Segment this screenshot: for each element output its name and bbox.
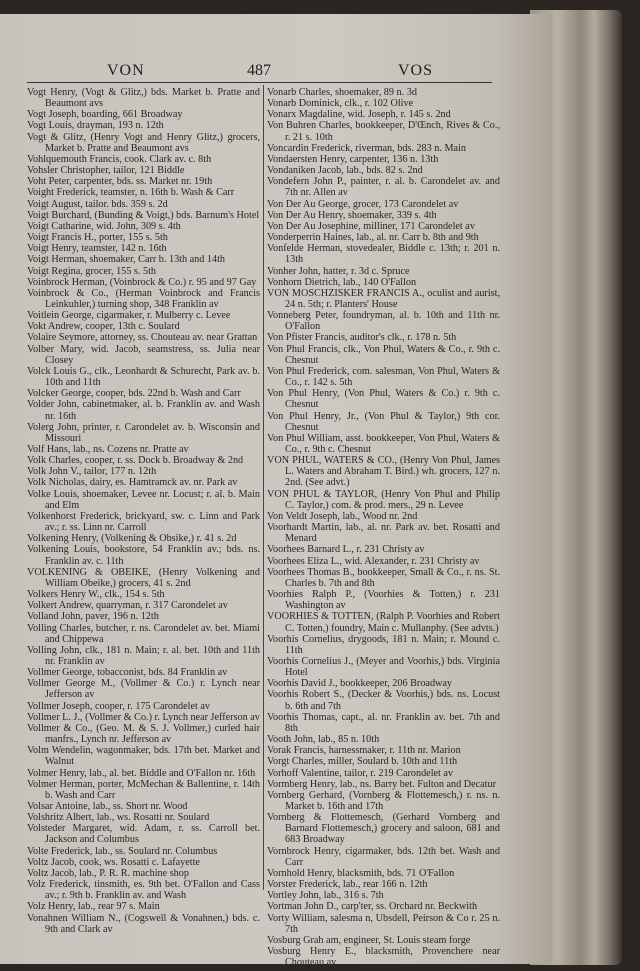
directory-entry: Voorhis David J., bookkeeper, 206 Broadway [267,678,453,690]
directory-entry: Vonarb Dominick, clk., r. 102 Olive [267,98,414,110]
page-header [0,62,552,82]
directory-entry: Von Phul Henry, Jr., (Von Phul & Taylor,) 9th cor. Chesnut [267,410,500,433]
directory-entry: Vorak Francis, harnessmaker, r. 11th nr. Marion [267,745,461,757]
directory-entry: Vonahnen William N., (Cogswell & Vonahnen,) bds. c. 9th and Clark av [27,912,260,935]
directory-entry: Von Veldt Joseph, lab., Wood nr. 2nd [267,510,418,522]
directory-entry: Volk John V., tailor, 177 n. 12th [27,466,157,478]
directory-entry: Vogt Louis, drayman, 193 n. 12th [27,120,164,132]
directory-entry: Vornberg Gerhard, (Vornberg & Flottemesch,) r. ns. n. Market b. 16th and 17th [267,789,500,812]
directory-entry: Vollmer George M., (Vollmer & Co.) r. Lynch near Jefferson av [27,678,260,701]
directory-entry: Vollmer George, tobacconist, bds. 84 Franklin av [27,667,228,679]
directory-entry: Vonhorn Dietrich, lab., 140 O'Fallon [267,276,417,288]
directory-entry: Vonarb Charles, shoemaker, 89 n. 3d [267,87,417,98]
directory-entry: Volsar Antoine, lab., ss. Short nr. Wood [27,801,188,812]
directory-entry: Volerg John, printer, r. Carondelet av. b. Wisconsin and Missouri [27,421,260,444]
directory-entry: Volz Henry, lab., rear 97 s. Main [27,901,160,913]
directory-entry: Vokt Andrew, cooper, 13th c. Soulard [27,321,180,333]
right-column [267,87,500,968]
directory-entry: Vollmer & Co., (Geo. M. & S. J. Vollmer,) curled hair manfrs., Lynch nr. Jefferson av [27,722,260,746]
directory-entry: Volber Mary, wid. Jacob, seamstress, ss. Julia near Closey [27,343,260,366]
directory-entry: Vornhold Henry, blacksmith, bds. 71 O'Fallon [267,867,455,879]
directory-entry: Volkenhorst Frederick, brickyard, sw. c. Linn and Park av.; r. ss. Linn nr. Carroll [27,510,260,534]
directory-entry: Voorhees Thomas B., bookkeeper, Small & Co., r. ns. St. Charles b. 7th and 8th [267,566,500,589]
directory-entry: Volland John, paver, 196 n. 12th [27,611,159,623]
directory-entry: VON PHUL & TAYLOR, (Henry Von Phul and Philip C. Taylor,) com. & prod. mers., 29 n. Levee [267,488,500,511]
directory-entry: Vorster Frederick, lab., rear 166 n. 12th [267,879,428,891]
directory-entry: Voltz Jacob, cook, ws. Rosatti c. Lafayette [27,856,200,868]
directory-entry: Volshritz Albert, lab., ws. Rosatti nr. Soulard [27,812,210,824]
directory-entry: Voorhis Thomas, capt., al. nr. Franklin av. bet. 7th and 8th [267,711,500,734]
directory-entry: Volkers Henry W., clk., 154 s. 5th [27,589,165,601]
directory-entry: Voitlein George, cigarmaker, r. Mulberry c. Levee [27,310,231,322]
directory-entry: Von Phul Francis, clk., Von Phul, Waters & Co., r. 9th c. Chesnut [267,343,500,366]
directory-entry: Volcker George, cooper, bds. 22nd b. Wash and Carr [27,388,241,400]
directory-entry: Volf Hans, lab., ns. Cozens nr. Pratte av [27,444,189,455]
directory-entry: Voorhies Ralph P., (Voorhies & Totten,) r. 231 Washington av [267,589,500,612]
directory-entry: Von Phul Henry, (Von Phul, Waters & Co.) r. 9th c. Chesnut [267,388,500,411]
directory-entry: Vollmer L. J., (Vollmer & Co.) r. Lynch near Jefferson av [27,711,260,723]
directory-entry: Vosburg Grah am, engineer, St. Louis steam forge [267,934,471,946]
directory-entry: Vonfelde Herman, stovedealer, Biddle c. 13th; r. 201 n. 13th [267,243,500,266]
directory-entry: Volder John, cabinetmaker, al. b. Franklin av. and Wash nr. 16th [27,399,260,422]
directory-entry: Vormberg Henry, lab., ns. Barry bet. Fulton and Decatur [267,778,496,790]
directory-entry: Volling Charles, butcher, r. ns. Carondelet av. bet. Miami and Chippewa [27,622,260,645]
directory-entry: Vohlquemouth Francis, cook. Clark av. c. 8th [27,153,212,165]
directory-entry: Voorhardt Martin, lab., al. nr. Park av. bet. Rosatti and Menard [267,522,500,545]
directory-entry: Voorhis Robert S., (Decker & Voorhis,) bds. ns. Locust b. 6th and 7th [267,689,500,712]
directory-entry: Voinbrock Herman, (Voinbrock & Co.) r. 95 and 97 Gay [27,276,257,288]
directory-entry: Volm Wendelin, wagonmaker, bds. 17th bet. Market and Walnut [27,745,260,768]
directory-entry: Vornberg & Flottemesch, (Gerhard Vornberg and Barnard Flottemesch,) grocery and saloon, 681 and 683 Broadway [267,812,500,846]
directory-entry: Vohsler Christopher, tailor, 121 Biddle [27,165,185,177]
directory-entry: Vondaniken Jacob, lab., bds. 82 s. 2nd [267,165,423,177]
directory-entry: Volkening Henry, (Volkening & Obsike,) r. 41 s. 2d [27,533,237,545]
directory-entry: Voht Peter, carpenter, bds. ss. Market nr. 19th [27,176,213,188]
directory-entry: Voinbrock & Co., (Herman Voinbrock and Francis Leinkuhler,) turning shop, 348 Franklin av [27,287,260,310]
directory-entry: Volte Frederick, lab., ss. Soulard nr. Columbus [27,845,218,857]
directory-entry: Vogt & Glitz, (Henry Vogt and Henry Glitz,) grocers, Market b. Pratte and Beaumont avs [27,131,260,154]
directory-entry: Von Pfister Francis, auditor's clk., r. 178 n. 5th [267,332,457,344]
directory-entry: Vonneberg Peter, foundryman, al. b. 10th and 11th nr. O'Fallon [267,310,500,333]
directory-entry: Vondaersten Henry, carpenter, 136 n. 13th [267,153,439,165]
directory-entry: Volsteder Margaret, wid. Adam, r. ss. Carroll bet. Jackson and Columbus [27,823,260,846]
column-divider [263,85,264,890]
directory-entry: Vosburg Henry E., blacksmith, Provenchere near Chouteau av [267,946,500,969]
header-rule [27,82,492,83]
directory-entry: Vonderperrin Haines, lab., al. nr. Carr b. 8th and 9th [267,232,479,244]
directory-entry: Vorgt Charles, miller, Soulard b. 10th and 11th [267,756,458,768]
directory-entry: Volk Charles, cooper, r. ss. Dock b. Broadway & 2nd [27,455,244,467]
directory-entry: Vornbrock Henry, cigarmaker, bds. 12th bet. Wash and Carr [267,845,500,868]
directory-entry: VON MOSCHZISKER FRANCIS A., oculist and aurist, 24 n. 5th; r. Planters' House [267,287,500,310]
directory-entry: Vortman John D., carp'ter, ss. Orchard nr. Beckwith [267,901,478,913]
directory-entry: Vogt Henry, (Vogt & Glitz,) bds. Market b. Pratte and Beaumont avs [27,87,260,110]
directory-entry: VOORHIES & TOTTEN, (Ralph P. Voorhies and Robert C. Totten,) foundry, Main c. Mullanphy. (See advts.) [267,611,500,634]
directory-entry: Vonarx Magdaline, wid. Joseph, r. 145 s. 2nd [267,109,451,121]
directory-entry: Volling John, clk., 181 n. Main; r. al. bet. 10th and 11th nr. Franklin av [27,644,260,667]
directory-entry: VON PHUL, WATERS & CO., (Henry Von Phul, James L. Waters and Abraham T. Bird.) wh. grocers, 127 n. 2nd. (See advt.) [267,455,500,489]
directory-entry: Vollmer Joseph, cooper, r. 175 Carondelet av [27,700,211,712]
directory-entry: Vorhoff Valentine, tailor, r. 219 Carondelet av [267,767,454,779]
directory-entry: Vonher John, hatter, r. 3d c. Spruce [267,265,410,277]
directory-entry: Voigt August, tailor. bds. 359 s. 2d [27,198,168,210]
left-guide-word: VON [107,62,145,79]
directory-page [0,14,552,969]
directory-entry: Von Der Au George, grocer, 173 Carondelet av [267,198,459,210]
directory-entry: Voigt Regina, grocer, 155 s. 5th [27,265,156,277]
directory-entry: Volkert Andrew, quarryman, r. 317 Carondelet av [27,600,228,612]
directory-entry: Von Der Au Josephine, milliner, 171 Carondelet av [267,220,475,232]
directory-entry: Vortley John, lab., 316 s. 7th [267,890,384,902]
directory-entry: Volaire Seymore, attorney, ss. Chouteau av. near Grattan [27,332,258,344]
directory-entry: Vondefern John P., painter, r. al. b. Carondelet av. and 7th nr. Allen av [267,176,500,199]
directory-entry: Volz Frederick, tinsmith, es. 9th bet. O'Fallon and Cass av.; r. 9th b. Franklin av. and Wash [27,879,260,902]
left-column [27,87,260,935]
directory-entry: Von Phul William, asst. bookkeeper, Von Phul, Waters & Co., r. 9th c. Chesnut [267,432,500,455]
directory-entry: Vooth John, lab., 85 n. 10th [267,734,380,746]
directory-entry: Voight Frederick, teamster, n. 16th b. Wash & Carr [27,187,235,199]
directory-entry: VOLKENING & OBEIKE, (Henry Volkening and William Obeike,) grocers, 41 s. 2nd [27,566,260,589]
directory-entry: Von Der Au Henry, shoemaker, 339 s. 4th [267,209,437,221]
directory-entry: Voigt Francis H., porter, 155 s. 5th [27,232,168,244]
directory-entry: Voigt Henry, teamster, 142 n. 16th [27,243,167,255]
directory-entry: Von Buhren Charles, bookkeeper, D'Œnch, Rives & Co., r. 21 s. 10th [267,120,500,143]
page-number: 487 [247,62,271,79]
directory-entry: Volmer Herman, porter, McMechan & Ballentine, r. 14th b. Wash and Carr [27,778,260,801]
directory-entry: Voorhis Cornelius, drygoods, 181 n. Main; r. Mound c. 11th [267,633,500,656]
directory-entry: Voigt Burchard, (Bunding & Voigt,) bds. Barnum's Hotel [27,209,260,221]
directory-entry: Voorhis Cornelius J., (Meyer and Voorhis,) bds. Virginia Hotel [267,655,500,679]
directory-entry: Voncardin Frederick, riverman, bds. 283 n. Main [267,142,466,154]
directory-entry: Volk Nicholas, dairy, es. Hamtramck av. nr. Park av [27,477,238,489]
right-guide-word: VOS [398,62,434,79]
directory-entry: Voigt Catharine, wid. John, 309 s. 4th [27,220,181,232]
directory-entry: Vorty William, salesma n, Ubsdell, Peirson & Co r. 25 n. 7th [267,912,500,935]
directory-entry: Vogt Joseph, boarding, 661 Broadway [27,109,183,121]
directory-entry: Voltz Jacob, lab., P. R. R. machine shop [27,867,189,879]
directory-entry: Volmer Henry, lab., al. bet. Biddle and O'Fallon nr. 16th [27,767,256,779]
directory-entry: Von Phul Frederick, com. salesman, Von Phul, Waters & Co., r. 142 s. 5th [267,365,500,389]
directory-entry: Voorhees Barnard L., r. 231 Christy av [267,544,425,556]
directory-entry: Volkening Louis, bookstore, 54 Franklin av.; bds. ns. Franklin av. c. 11th [27,544,260,567]
directory-entry: Voigt Herman, shoemaker, Carr b. 13th and 14th [27,254,226,266]
directory-entry: Voorhees Eliza L., wid. Alexander, r. 231 Christy av [267,555,480,567]
directory-entry: Volck Louis G., clk., Leonhardt & Schurecht, Park av. b. 10th and 11th [27,365,260,389]
directory-entry: Volke Louis, shoemaker, Levee nr. Locust; r. al. b. Main and Elm [27,488,260,511]
